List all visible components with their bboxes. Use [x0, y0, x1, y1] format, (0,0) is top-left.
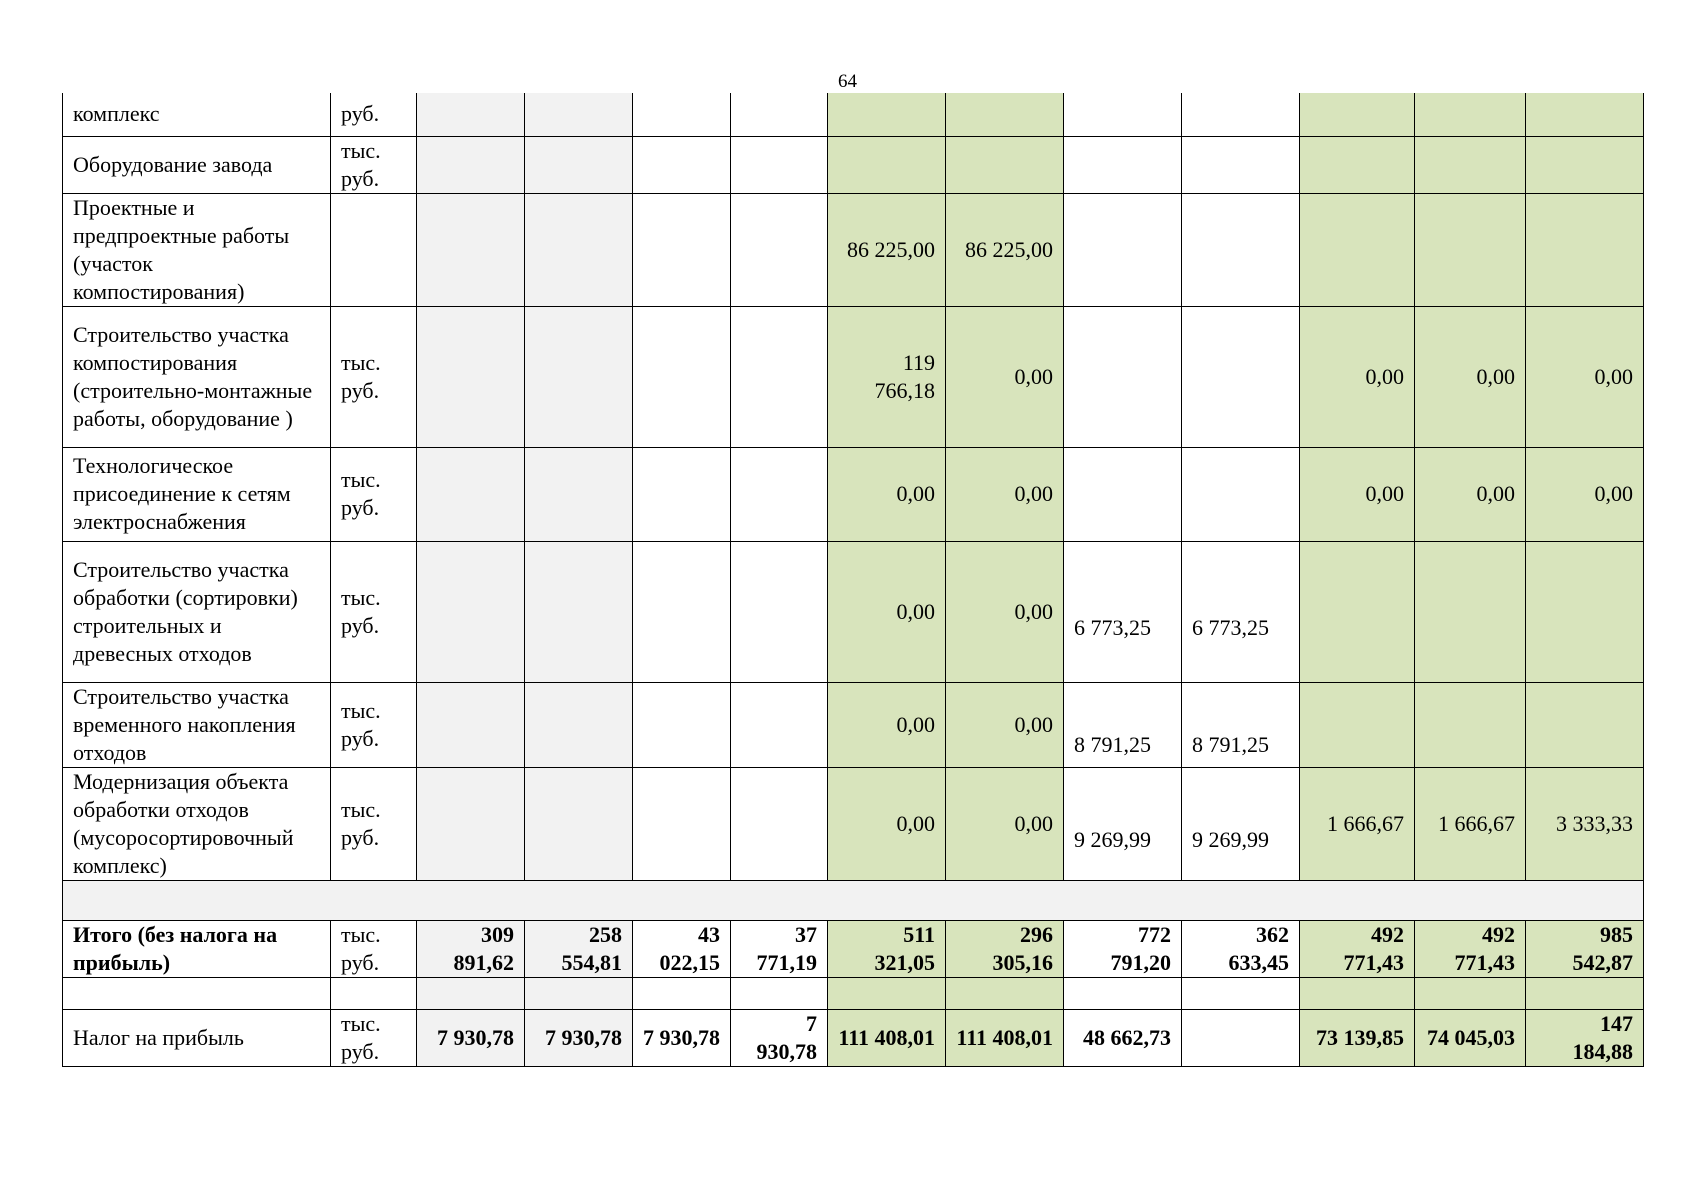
- cell: [731, 93, 828, 136]
- table-row: [63, 767, 1644, 880]
- cell: [633, 306, 731, 447]
- spacer-cell: [63, 880, 1644, 920]
- spacer-row: [63, 880, 1644, 920]
- row-name: Строительство участка обработки (сортировки) строительных и древесных отходов: [63, 541, 331, 682]
- table-row: [63, 682, 1644, 767]
- tax-cell: 7 930,78: [525, 1009, 633, 1066]
- cell: [417, 447, 525, 541]
- cell: 6 773,25: [1182, 541, 1300, 682]
- cell: 0,00: [1300, 447, 1415, 541]
- cell: 0,00: [1526, 447, 1644, 541]
- empty-cell: [633, 977, 731, 1009]
- cell: [417, 93, 525, 136]
- cell: 0,00: [828, 541, 946, 682]
- total-cell: 43 022,15: [633, 920, 731, 977]
- tax-cell: 7 930,78: [731, 1009, 828, 1066]
- cell: [1300, 682, 1415, 767]
- tax-name: Налог на прибыль: [63, 1009, 331, 1066]
- cell: [1064, 193, 1182, 306]
- page-number: 64: [838, 71, 857, 92]
- cell: [1064, 93, 1182, 136]
- cell: [1064, 136, 1182, 193]
- row-unit: руб.: [331, 93, 417, 136]
- row-name: Технологическое присоединение к сетям электроснабжения: [63, 447, 331, 541]
- row-unit: тыс. руб.: [331, 447, 417, 541]
- cell: 6 773,25: [1064, 541, 1182, 682]
- row-name: Строительство участка компостирования (строительно-монтажные работы, оборудование ): [63, 306, 331, 447]
- empty-cell: [1526, 977, 1644, 1009]
- cell: [417, 306, 525, 447]
- cell: [525, 767, 633, 880]
- cell: [946, 136, 1064, 193]
- tax-row: [63, 1009, 1644, 1066]
- cell: [946, 93, 1064, 136]
- tax-cell: 48 662,73: [1064, 1009, 1182, 1066]
- cell: [828, 93, 946, 136]
- cell: 0,00: [946, 541, 1064, 682]
- total-cell: 296 305,16: [946, 920, 1064, 977]
- cell: [731, 136, 828, 193]
- empty-cell: [1415, 977, 1526, 1009]
- row-unit: тыс. руб.: [331, 136, 417, 193]
- cell: [1415, 682, 1526, 767]
- cell: [1526, 93, 1644, 136]
- cell: 9 269,99: [1182, 767, 1300, 880]
- table-row: [63, 306, 1644, 447]
- total-cell: 362 633,45: [1182, 920, 1300, 977]
- empty-cell: [1182, 977, 1300, 1009]
- cell: [1415, 193, 1526, 306]
- cell: [1182, 136, 1300, 193]
- cell: 0,00: [828, 447, 946, 541]
- cell: [1526, 682, 1644, 767]
- cell: [731, 682, 828, 767]
- row-name: Модернизация объекта обработки отходов (мусоросортировочный комплекс): [63, 767, 331, 880]
- cell: [633, 541, 731, 682]
- total-cell: 37 771,19: [731, 920, 828, 977]
- tax-cell: 73 139,85: [1300, 1009, 1415, 1066]
- cell: 0,00: [946, 682, 1064, 767]
- cell: [1526, 193, 1644, 306]
- cell: [633, 447, 731, 541]
- cell: [828, 136, 946, 193]
- total-name: Итого (без налога на прибыль): [63, 920, 331, 977]
- tax-cell: 111 408,01: [828, 1009, 946, 1066]
- empty-row: [63, 977, 1644, 1009]
- cell: 86 225,00: [828, 193, 946, 306]
- cell: 8 791,25: [1064, 682, 1182, 767]
- row-unit: тыс. руб.: [331, 306, 417, 447]
- total-cell: 985 542,87: [1526, 920, 1644, 977]
- total-cell: 511 321,05: [828, 920, 946, 977]
- row-unit: [331, 193, 417, 306]
- cell: [1300, 93, 1415, 136]
- cell: [1182, 193, 1300, 306]
- cell: 0,00: [946, 447, 1064, 541]
- cell: [731, 306, 828, 447]
- cell: [525, 93, 633, 136]
- cell: 3 333,33: [1526, 767, 1644, 880]
- row-unit: тыс. руб.: [331, 682, 417, 767]
- cell: 0,00: [1415, 447, 1526, 541]
- cell: [417, 136, 525, 193]
- cell: [525, 136, 633, 193]
- cell: [731, 193, 828, 306]
- cell: [633, 93, 731, 136]
- table-row: [63, 447, 1644, 541]
- empty-cell: [525, 977, 633, 1009]
- empty-cell: [63, 977, 331, 1009]
- cell: [1064, 306, 1182, 447]
- table-row: [63, 193, 1644, 306]
- total-cell: 492 771,43: [1300, 920, 1415, 977]
- cell: 9 269,99: [1064, 767, 1182, 880]
- empty-cell: [828, 977, 946, 1009]
- cell: [525, 541, 633, 682]
- cell: [525, 306, 633, 447]
- row-name: Строительство участка временного накопления отходов: [63, 682, 331, 767]
- cell: [731, 767, 828, 880]
- cell: [1064, 447, 1182, 541]
- total-cell: 772 791,20: [1064, 920, 1182, 977]
- tax-cell: 7 930,78: [417, 1009, 525, 1066]
- tax-cell: 111 408,01: [946, 1009, 1064, 1066]
- total-unit: тыс. руб.: [331, 920, 417, 977]
- cell: 0,00: [946, 767, 1064, 880]
- tax-cell: [1182, 1009, 1300, 1066]
- cell: [1415, 93, 1526, 136]
- total-cell: 492 771,43: [1415, 920, 1526, 977]
- table-row: [63, 93, 1644, 136]
- cell: [633, 767, 731, 880]
- total-row: [63, 920, 1644, 977]
- empty-cell: [417, 977, 525, 1009]
- cell: [1526, 136, 1644, 193]
- cell: [1182, 306, 1300, 447]
- empty-cell: [946, 977, 1064, 1009]
- cell: 0,00: [1526, 306, 1644, 447]
- table-row: [63, 136, 1644, 193]
- cell: 86 225,00: [946, 193, 1064, 306]
- cell: [417, 193, 525, 306]
- empty-cell: [331, 977, 417, 1009]
- cell: [1415, 136, 1526, 193]
- cell: [731, 541, 828, 682]
- cell: [525, 682, 633, 767]
- cell: [1300, 541, 1415, 682]
- cell: [633, 682, 731, 767]
- cell: [1415, 541, 1526, 682]
- row-unit: тыс. руб.: [331, 541, 417, 682]
- cell: 0,00: [1300, 306, 1415, 447]
- cell: [525, 447, 633, 541]
- total-cell: 309 891,62: [417, 920, 525, 977]
- cell: [1182, 93, 1300, 136]
- cell: [633, 193, 731, 306]
- cell: 1 666,67: [1300, 767, 1415, 880]
- empty-cell: [731, 977, 828, 1009]
- cell: [633, 136, 731, 193]
- cell: 0,00: [828, 682, 946, 767]
- tax-unit: тыс. руб.: [331, 1009, 417, 1066]
- cell: [1526, 541, 1644, 682]
- row-name: комплекс: [63, 93, 331, 136]
- cell: 1 666,67: [1415, 767, 1526, 880]
- cell: [417, 541, 525, 682]
- budget-table: [62, 93, 1644, 1067]
- cell: 0,00: [828, 767, 946, 880]
- row-unit: тыс. руб.: [331, 767, 417, 880]
- cell: [731, 447, 828, 541]
- row-name: Проектные и предпроектные работы (участок компостирования): [63, 193, 331, 306]
- cell: 0,00: [946, 306, 1064, 447]
- cell: [525, 193, 633, 306]
- empty-cell: [1064, 977, 1182, 1009]
- tax-cell: 7 930,78: [633, 1009, 731, 1066]
- tax-cell: 147 184,88: [1526, 1009, 1644, 1066]
- cell: 8 791,25: [1182, 682, 1300, 767]
- cell: 119 766,18: [828, 306, 946, 447]
- cell: [417, 767, 525, 880]
- cell: [1300, 136, 1415, 193]
- cell: [1300, 193, 1415, 306]
- total-cell: 258 554,81: [525, 920, 633, 977]
- cell: [1182, 447, 1300, 541]
- tax-cell: 74 045,03: [1415, 1009, 1526, 1066]
- cell: [417, 682, 525, 767]
- empty-cell: [1300, 977, 1415, 1009]
- cell: 0,00: [1415, 306, 1526, 447]
- row-name: Оборудование завода: [63, 136, 331, 193]
- table-row: [63, 541, 1644, 682]
